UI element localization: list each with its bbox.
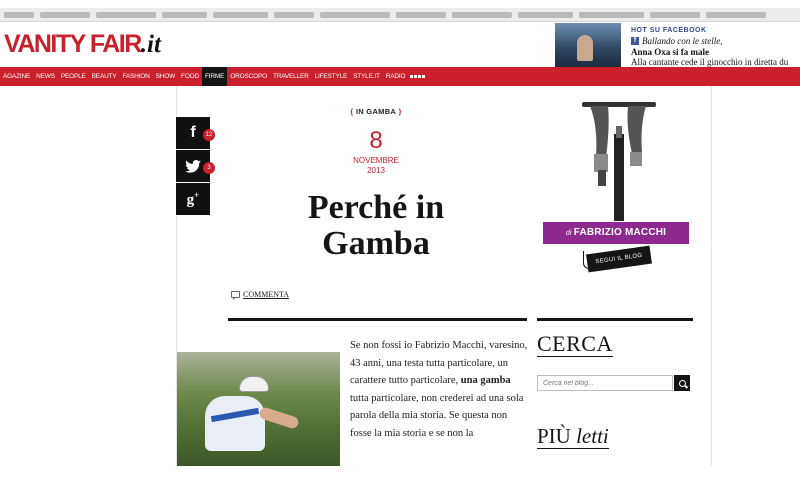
- google-plus-share-button[interactable]: [176, 183, 210, 216]
- comments-label[interactable]: COMMENTA: [243, 290, 290, 299]
- post-category[interactable]: { IN GAMBA }: [350, 107, 402, 116]
- nav-item-traveller[interactable]: TRAVELLER: [272, 73, 309, 80]
- search-icon: [679, 380, 686, 387]
- teaser-line-1-text: Ballando con le stelle,: [642, 36, 723, 46]
- twitter-icon: [185, 160, 201, 173]
- most-read-heading: [537, 425, 609, 449]
- nav-item-people[interactable]: PEOPLE: [60, 73, 86, 80]
- teaser-title: HOT SU FACEBOOK: [631, 27, 707, 34]
- facebook-share-count: 12: [203, 129, 215, 141]
- nav-item-oroscopo[interactable]: OROSCOPO: [230, 73, 267, 80]
- author-prefix: di: [565, 230, 572, 237]
- nav-item-food[interactable]: FOOD: [181, 73, 200, 80]
- twitter-share-button[interactable]: [176, 150, 210, 183]
- post-date-year: 2013: [367, 166, 385, 175]
- comments-link[interactable]: [231, 290, 289, 299]
- follow-blog-button[interactable]: SEGUI IL BLOG: [586, 246, 652, 273]
- facebook-icon: f: [631, 37, 639, 45]
- most-read-italic: letti: [576, 424, 609, 448]
- sidebar-divider: [537, 318, 693, 321]
- site-header: [0, 22, 800, 67]
- nav-item-show[interactable]: SHOW: [155, 73, 176, 80]
- nav-item-beauty[interactable]: BEAUTY: [91, 73, 117, 80]
- blog-author-banner[interactable]: [543, 96, 689, 276]
- post-date-day: 8: [369, 127, 383, 154]
- post-date-month: NOVEMBRE: [353, 156, 399, 165]
- facebook-share-button[interactable]: [176, 117, 213, 150]
- share-bar: [176, 117, 213, 216]
- more-grid-icon[interactable]: [408, 75, 427, 78]
- nav-item-fashion[interactable]: FASHION: [122, 73, 150, 80]
- main-nav: [0, 67, 800, 86]
- author-name: FABRIZIO MACCHI: [573, 227, 667, 238]
- comment-bubble-icon: [231, 291, 240, 298]
- bicycle-illustration: [578, 96, 660, 221]
- most-read-plain: PIÙ: [537, 424, 571, 448]
- teaser-line-1: [631, 36, 722, 46]
- article-photo-cyclist: [177, 352, 340, 466]
- browser-bookmarks-bar: [0, 8, 800, 22]
- vanity-fair-logo[interactable]: [4, 30, 161, 59]
- body-text-1: Se non fossi io Fabrizio Macchi, varesino, 43 anni, una testa tutta particolare, un carattere tutto particolare,: [350, 340, 528, 387]
- logo-suffix: .it: [140, 31, 161, 58]
- facebook-icon: f: [190, 124, 196, 141]
- teaser-headline[interactable]: Anna Oxa si fa male: [631, 47, 710, 57]
- nav-item-magazine[interactable]: AGAZINE: [3, 73, 31, 80]
- nav-item-firme[interactable]: FIRME: [202, 67, 227, 86]
- nav-item-radio[interactable]: RADIO: [385, 73, 406, 80]
- search-input[interactable]: [537, 375, 673, 391]
- logo-text: VANITY FAIR: [4, 30, 141, 58]
- blog-author-label: [543, 222, 689, 244]
- twitter-share-count: 3: [203, 162, 215, 174]
- nav-item-news[interactable]: NEWS: [36, 73, 55, 80]
- article-body: [350, 337, 528, 443]
- body-text-bold: una gamba: [460, 375, 511, 387]
- search-heading: CERCA: [537, 331, 613, 356]
- body-text-2: tutta particolare, non crederei ad una sola parola della mia storia. Se questa non fosse la mia storia e se non la: [350, 392, 524, 439]
- teaser-summary: Alla cantante cede il ginocchio in diretta du: [631, 57, 789, 67]
- google-plus-icon: g+: [186, 189, 200, 208]
- nav-item-style-it[interactable]: STYLE.IT: [353, 73, 380, 80]
- hot-facebook-teaser[interactable]: [555, 23, 800, 67]
- category-label: IN GAMBA: [355, 107, 397, 116]
- search-button[interactable]: [674, 375, 690, 391]
- post-title: Perché in Gamba: [307, 189, 445, 262]
- article-divider: [228, 318, 527, 321]
- teaser-image[interactable]: [555, 23, 621, 67]
- nav-item-lifestyle[interactable]: LIFESTYLE: [314, 73, 348, 80]
